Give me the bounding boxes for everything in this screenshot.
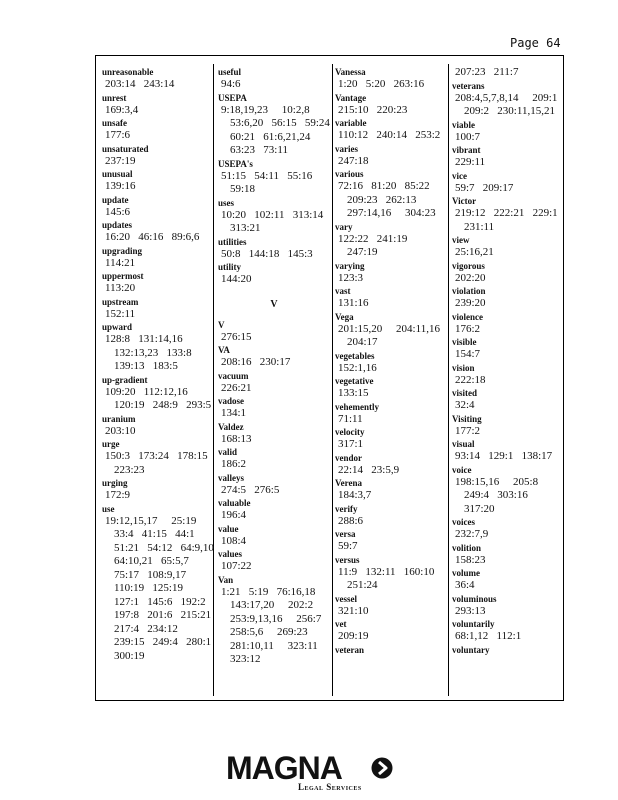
page-line-reference: 207:23 211:7 bbox=[455, 66, 519, 78]
index-entry bbox=[102, 503, 214, 664]
index-entry bbox=[218, 344, 330, 370]
page-line-reference: 223:23 bbox=[114, 463, 145, 476]
index-term: veterans bbox=[452, 80, 485, 91]
index-entry bbox=[452, 362, 562, 388]
index-term: voice bbox=[452, 464, 472, 475]
page-line-reference: 203:10 bbox=[105, 424, 136, 437]
index-term: Visiting bbox=[452, 413, 482, 424]
index-entry bbox=[452, 285, 562, 311]
page-line-reference: 226:21 bbox=[221, 381, 252, 394]
index-term: visited bbox=[452, 388, 478, 398]
index-term: updates bbox=[102, 220, 133, 230]
index-term: viable bbox=[452, 119, 476, 130]
page-line-reference: 93:14 129:1 138:17 bbox=[455, 450, 553, 462]
index-entry bbox=[335, 375, 445, 401]
index-entry bbox=[102, 321, 210, 374]
page-line-reference: 128:8 131:14,16 bbox=[105, 333, 183, 345]
page-line-reference: 198:15,16 205:8 bbox=[455, 475, 539, 488]
index-entry bbox=[335, 644, 445, 656]
index-term: utility bbox=[218, 262, 242, 272]
page-line-reference: 72:16 81:20 85:22 bbox=[338, 180, 430, 192]
index-term: Vanessa bbox=[335, 67, 366, 77]
index-entry bbox=[452, 311, 562, 337]
page-line-reference: 59:7 bbox=[338, 540, 358, 552]
page-line-reference: 281:10,11 323:11 bbox=[230, 639, 318, 652]
page-line-reference: 110:12 240:14 253:2 bbox=[338, 129, 441, 141]
index-entry bbox=[335, 528, 445, 554]
index-entry bbox=[452, 464, 562, 517]
index-term: varying bbox=[335, 260, 365, 271]
page-line-reference: 25:16,21 bbox=[455, 246, 494, 258]
index-term: vibrant bbox=[452, 145, 481, 155]
index-entry bbox=[218, 66, 330, 92]
page-line-reference: 231:11 bbox=[464, 220, 495, 233]
index-term: vision bbox=[452, 362, 475, 373]
index-entry bbox=[102, 438, 210, 477]
index-term: vacuum bbox=[218, 370, 249, 381]
index-term: visual bbox=[452, 439, 475, 449]
page-line-reference: 100:7 bbox=[455, 130, 481, 143]
page-line-reference: 144:20 bbox=[221, 273, 252, 285]
index-entry bbox=[102, 66, 210, 92]
page-line-reference: 184:3,7 bbox=[338, 489, 372, 501]
index-term: voices bbox=[452, 517, 475, 527]
page-line-reference: 122:22 241:19 bbox=[338, 232, 408, 245]
section-letter: V bbox=[270, 298, 278, 310]
page-line-reference: 110:19 125:19 bbox=[114, 582, 183, 594]
index-term: vegetables bbox=[335, 350, 375, 361]
index-term: vice bbox=[452, 170, 467, 181]
page-line-reference: 120:19 248:9 293:5 bbox=[114, 399, 212, 411]
page-line-reference: 9:18,19,23 10:2,8 bbox=[221, 103, 310, 116]
index-entry bbox=[452, 195, 562, 234]
index-term: Vega bbox=[335, 311, 354, 322]
page-line-reference: 237:19 bbox=[105, 154, 136, 167]
page-line-reference: 109:20 112:12,16 bbox=[105, 385, 188, 398]
index-entry bbox=[335, 260, 445, 286]
page-line-reference: 75:17 108:9,17 bbox=[114, 568, 187, 581]
index-term: vessel bbox=[335, 593, 357, 604]
index-term: vigorous bbox=[452, 260, 485, 271]
index-entry bbox=[218, 395, 330, 421]
page-line-reference: 143:17,20 202:2 bbox=[230, 599, 314, 611]
page-line-reference: 297:14,16 304:23 bbox=[347, 207, 436, 219]
page-line-reference: 16:20 46:16 89:6,6 bbox=[105, 231, 200, 243]
index-term: upstream bbox=[102, 296, 139, 307]
index-entry bbox=[452, 170, 562, 196]
index-entry bbox=[102, 219, 210, 245]
page-line-reference: 258:5,6 269:23 bbox=[230, 626, 308, 638]
magna-logo bbox=[226, 752, 396, 794]
index-term: vendor bbox=[335, 452, 362, 463]
index-term: vadose bbox=[218, 396, 245, 406]
index-entry bbox=[335, 350, 445, 376]
index-entry bbox=[335, 117, 445, 143]
page-line-reference: 36:4 bbox=[455, 579, 475, 591]
index-entry bbox=[452, 413, 562, 439]
page-line-reference: 11:9 132:11 160:10 bbox=[338, 565, 435, 578]
page-line-reference: 276:15 bbox=[221, 330, 252, 343]
page-line-reference: 229:11 bbox=[455, 156, 486, 168]
index-term: values bbox=[218, 549, 243, 559]
arrow-circle-icon bbox=[371, 757, 393, 779]
page-line-reference: 313:21 bbox=[230, 222, 261, 234]
index-entry bbox=[102, 143, 210, 169]
index-term: up-gradient bbox=[102, 374, 148, 385]
page-line-reference: 239:20 bbox=[455, 297, 486, 309]
index-entry bbox=[452, 593, 562, 619]
index-term: Victor bbox=[452, 196, 477, 206]
index-term: varies bbox=[335, 143, 358, 154]
page-line-reference: 150:3 173:24 178:15 bbox=[105, 450, 208, 462]
column-divider bbox=[332, 64, 333, 696]
index-term: view bbox=[452, 235, 470, 245]
page-line-reference: 204:17 bbox=[347, 336, 378, 348]
index-entry bbox=[335, 426, 445, 452]
page-line-reference: 321:10 bbox=[338, 604, 369, 617]
index-term: vet bbox=[335, 619, 347, 629]
page-line-reference: 71:11 bbox=[338, 412, 363, 425]
index-entry bbox=[335, 143, 445, 169]
index-entry bbox=[452, 618, 562, 644]
page-line-reference: 317:20 bbox=[464, 502, 495, 515]
page-line-reference: 59:7 209:17 bbox=[455, 181, 514, 194]
page-line-reference: 108:4 bbox=[221, 534, 247, 547]
page-line-reference: 158:23 bbox=[455, 553, 486, 566]
index-term: veteran bbox=[335, 644, 364, 655]
index-term: volume bbox=[452, 568, 480, 578]
index-term: violation bbox=[452, 286, 486, 296]
page-line-reference: 323:12 bbox=[230, 653, 261, 665]
index-entry bbox=[218, 574, 330, 667]
page-line-reference: 209:2 230:11,15,21 bbox=[464, 105, 555, 117]
index-entry bbox=[452, 234, 562, 260]
index-entry bbox=[218, 370, 330, 396]
column-divider bbox=[448, 64, 449, 696]
index-entry bbox=[218, 236, 330, 262]
index-entry bbox=[452, 516, 562, 542]
index-term: unsafe bbox=[102, 118, 128, 128]
page-line-reference: 134:1 bbox=[221, 407, 247, 419]
page-line-reference: 186:2 bbox=[221, 458, 247, 470]
logo-wordmark: MAGNA bbox=[226, 750, 342, 786]
page-line-reference: 317:1 bbox=[338, 438, 364, 450]
index-entry bbox=[335, 221, 445, 260]
index-entry bbox=[452, 438, 562, 464]
index-entry bbox=[102, 92, 210, 118]
index-entry bbox=[218, 421, 330, 447]
index-entry bbox=[335, 618, 445, 644]
index-entry bbox=[335, 452, 445, 478]
page-line-reference: 239:15 249:4 280:1 bbox=[114, 636, 212, 648]
page-line-reference: 196:4 bbox=[221, 509, 247, 521]
page-line-reference: 1:21 5:19 76:16,18 bbox=[221, 585, 316, 598]
column-divider bbox=[213, 64, 214, 696]
index-entry bbox=[102, 270, 210, 296]
index-term: upward bbox=[102, 322, 133, 332]
page-line-reference: 217:4 234:12 bbox=[114, 622, 178, 635]
index-entry bbox=[218, 523, 330, 549]
index-entry bbox=[218, 92, 330, 158]
index-entry bbox=[452, 567, 562, 593]
page-line-reference: 201:15,20 204:11,16 bbox=[338, 322, 440, 335]
index-term: versa bbox=[335, 529, 356, 539]
index-entry bbox=[102, 168, 210, 194]
index-term: versus bbox=[335, 554, 360, 565]
index-term: vegetative bbox=[335, 376, 374, 386]
page-line-reference: 176:2 bbox=[455, 322, 481, 335]
page-line-reference: 114:21 bbox=[105, 256, 136, 269]
index-term: Vantage bbox=[335, 92, 367, 103]
index-term: voluntarily bbox=[452, 619, 495, 629]
index-entry bbox=[335, 168, 445, 221]
index-term: valleys bbox=[218, 472, 244, 483]
index-column-1 bbox=[102, 66, 214, 663]
page-line-reference: 215:10 220:23 bbox=[338, 103, 408, 116]
page-line-reference: 133:15 bbox=[338, 387, 369, 399]
index-entry bbox=[335, 477, 445, 503]
index-term: V bbox=[218, 319, 225, 330]
page-line-reference: 152:1,16 bbox=[338, 361, 377, 374]
index-term: upgrading bbox=[102, 245, 143, 256]
index-entry bbox=[102, 374, 210, 413]
page-line-reference: 169:3,4 bbox=[105, 103, 139, 116]
page-line-reference: 251:24 bbox=[347, 579, 378, 591]
page-line-reference: 232:7,9 bbox=[455, 528, 489, 540]
page-line-reference: 253:9,13,16 256:7 bbox=[230, 612, 322, 625]
index-term: urge bbox=[102, 439, 120, 449]
page-line-reference: 154:7 bbox=[455, 348, 481, 360]
index-term: valuable bbox=[218, 498, 251, 508]
page-line-reference: 50:8 144:18 145:3 bbox=[221, 247, 313, 260]
page-line-reference: 64:10,21 65:5,7 bbox=[114, 555, 189, 567]
index-term: variable bbox=[335, 118, 367, 128]
index-column-3 bbox=[335, 66, 445, 656]
page-line-reference: 113:20 bbox=[105, 282, 136, 294]
index-entry bbox=[335, 401, 445, 427]
index-entry bbox=[335, 285, 445, 311]
page-line-reference: 247:19 bbox=[347, 246, 378, 258]
index-entry bbox=[452, 336, 562, 362]
page-line-reference: 10:20 102:11 313:14 bbox=[221, 208, 324, 221]
index-term: vary bbox=[335, 221, 353, 232]
index-term: Valdez bbox=[218, 421, 244, 432]
index-term: uppermost bbox=[102, 271, 144, 281]
page-line-reference: 197:8 201:6 215:21 bbox=[114, 609, 212, 621]
page-line-reference: 177:2 bbox=[455, 424, 481, 437]
index-entry bbox=[452, 644, 562, 656]
index-entry bbox=[218, 548, 330, 574]
page-line-reference: 139:16 bbox=[105, 180, 136, 192]
index-term: volition bbox=[452, 542, 482, 553]
page-line-reference: 51:21 54:12 64:9,10 bbox=[114, 541, 214, 554]
index-entry bbox=[335, 311, 445, 350]
page-line-reference: 145:6 bbox=[105, 205, 131, 218]
index-entry bbox=[452, 387, 562, 413]
index-entry bbox=[218, 497, 330, 523]
page-line-reference: 68:1,12 112:1 bbox=[455, 630, 522, 642]
index-entry bbox=[452, 119, 562, 145]
index-entry bbox=[218, 472, 330, 498]
page-line-reference: 32:4 bbox=[455, 399, 475, 411]
index-term: visible bbox=[452, 337, 477, 347]
page-line-reference: 132:13,23 133:8 bbox=[114, 346, 192, 359]
index-entry bbox=[452, 260, 562, 286]
page-line-reference: 63:23 73:11 bbox=[230, 144, 288, 156]
page-line-reference: 33:4 41:15 44:1 bbox=[114, 528, 195, 540]
page-line-reference: 131:16 bbox=[338, 297, 369, 309]
index-term: violence bbox=[452, 311, 483, 322]
page-number: Page 64 bbox=[510, 36, 561, 50]
page-line-reference: 247:18 bbox=[338, 154, 369, 167]
page-line-reference: 209:19 bbox=[338, 630, 369, 642]
page-line-reference: 22:14 23:5,9 bbox=[338, 463, 400, 476]
page-line-reference: 203:14 243:14 bbox=[105, 78, 175, 90]
index-term: unreasonable bbox=[102, 67, 154, 77]
page-line-reference: 222:18 bbox=[455, 373, 486, 386]
page-line-reference: 219:12 222:21 229:1 bbox=[455, 207, 558, 219]
page-line-reference: 127:1 145:6 192:2 bbox=[114, 595, 206, 608]
index-term: vast bbox=[335, 286, 351, 296]
page-line-reference: 1:20 5:20 263:16 bbox=[338, 78, 425, 90]
page-line-reference: 177:6 bbox=[105, 129, 131, 141]
page-line-reference: 208:4,5,7,8,14 209:1 bbox=[455, 91, 558, 104]
logo-tagline: Legal Services bbox=[298, 782, 362, 792]
index-term: USEPA bbox=[218, 92, 247, 103]
index-entry bbox=[218, 197, 330, 236]
index-term: useful bbox=[218, 67, 242, 77]
index-entry bbox=[335, 593, 445, 619]
index-box bbox=[95, 55, 564, 701]
index-term: Verena bbox=[335, 478, 362, 488]
page-line-reference: 139:13 183:5 bbox=[114, 360, 178, 372]
page-line-reference: 94:6 bbox=[221, 78, 241, 90]
index-entry bbox=[218, 158, 330, 197]
index-entry bbox=[102, 477, 210, 503]
page-line-reference: 293:13 bbox=[455, 604, 486, 617]
page-line-reference: 107:22 bbox=[221, 560, 252, 572]
index-entry bbox=[335, 503, 445, 529]
index-entry bbox=[102, 194, 210, 220]
index-term: unsaturated bbox=[102, 143, 149, 154]
index-entry bbox=[335, 92, 445, 118]
page-line-reference: 59:18 bbox=[230, 183, 256, 195]
index-column-2 bbox=[218, 66, 330, 667]
index-term: uses bbox=[218, 197, 235, 208]
index-entry bbox=[102, 117, 210, 143]
index-term: verify bbox=[335, 503, 358, 514]
index-entry bbox=[102, 245, 210, 271]
index-term: update bbox=[102, 194, 129, 205]
index-term: voluntary bbox=[452, 644, 490, 655]
page-line-reference: 274:5 276:5 bbox=[221, 483, 280, 496]
page-line-reference: 300:19 bbox=[114, 649, 145, 662]
index-term: valid bbox=[218, 447, 238, 457]
index-entry bbox=[218, 261, 330, 287]
index-entry bbox=[218, 446, 330, 472]
index-term: use bbox=[102, 503, 115, 514]
page-line-reference: 249:4 303:16 bbox=[464, 489, 528, 501]
index-term: utilities bbox=[218, 236, 247, 247]
page-line-reference: 123:3 bbox=[338, 271, 364, 284]
page-line-reference: 60:21 61:6,21,24 bbox=[230, 130, 311, 143]
index-term: voluminous bbox=[452, 593, 497, 604]
index-term: USEPA's bbox=[218, 158, 253, 169]
index-term: Van bbox=[218, 574, 234, 585]
page-line-reference: 51:15 54:11 55:16 bbox=[221, 169, 313, 182]
index-column-4 bbox=[452, 66, 562, 656]
page-line-reference: 152:11 bbox=[105, 307, 136, 320]
index-entry bbox=[102, 296, 210, 322]
page-line-reference: 208:16 230:17 bbox=[221, 356, 291, 368]
page-line-reference: 172:9 bbox=[105, 489, 131, 501]
index-entry bbox=[452, 80, 562, 119]
index-term: VA bbox=[218, 345, 230, 355]
page-line-reference: 202:20 bbox=[455, 271, 486, 284]
page-line-reference: 168:13 bbox=[221, 432, 252, 445]
index-entry bbox=[335, 554, 445, 593]
page-line-reference: 288:6 bbox=[338, 514, 364, 527]
index-term: vehemently bbox=[335, 401, 379, 412]
index-term: various bbox=[335, 169, 364, 179]
index-term: urging bbox=[102, 478, 128, 488]
index-entry bbox=[452, 66, 562, 80]
index-entry bbox=[102, 413, 210, 439]
index-entry bbox=[452, 144, 562, 170]
index-term: unusual bbox=[102, 169, 133, 179]
index-entry bbox=[452, 542, 562, 568]
index-entry bbox=[335, 66, 445, 92]
index-term: unrest bbox=[102, 92, 127, 103]
page-line-reference: 53:6,20 56:15 59:24 bbox=[230, 117, 330, 129]
index-term: velocity bbox=[335, 427, 365, 437]
index-term: uranium bbox=[102, 413, 136, 424]
index-term: value bbox=[218, 523, 239, 534]
page-line-reference: 19:12,15,17 25:19 bbox=[105, 514, 197, 527]
index-entry bbox=[218, 319, 330, 345]
page-line-reference: 209:23 262:13 bbox=[347, 193, 417, 206]
